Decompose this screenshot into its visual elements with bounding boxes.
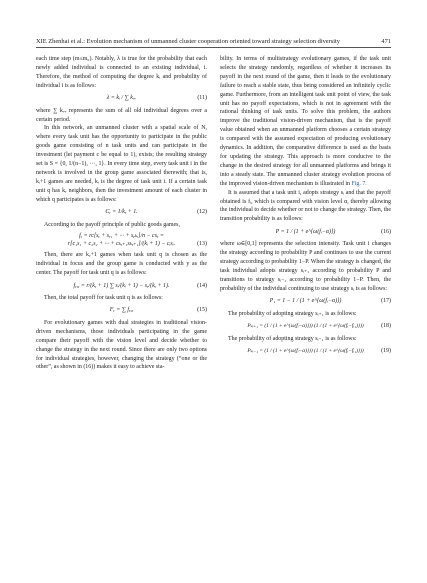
- left-column: [36, 55, 207, 372]
- equation-number: (18): [381, 323, 391, 330]
- equation-18: Pₛᵢ₊₁ = (1 / (1 + e^{ω(fᵢ−α)})) (1 / (1 + e^{ω(fᵢ−fᵢ₁)})) (18): [247, 323, 391, 330]
- paragraph: bility. In terms of multistrategy evolutionary games, if the task unit selects the strategy randomly, regardless of whether it increases its payoff in the next round of the game, then it leads to the evolutionary failure to reach a stable state, thus being considered an infinitely cyclic game. Furthermore, from an intelligent task unit point of view, the task unit has no payoff expectations, which is not in agreement with the rational thinking of task units. To solve this problem, the authors improve the traditional vision-driven mechanism, that is the payoff value obtained when an unmanned platform chooses a certain strategy is compared with the assumed expectation of producing evolutionary dynamics. In addition, the comparative difference is used as the basis for updating the strategy. This approach is more conducive to the change in the desired strategy for all unmanned platforms and brings it into a steady state. The unmanned cluster strategy evolution process of the improved vision-driven mechanism is illustrated in Fig. 7.: [220, 56, 391, 187]
- equation-11: λ = kᵢ / ∑ kᵥᵥ (11): [106, 95, 207, 102]
- equation-number: (12): [197, 209, 207, 216]
- paragraph: It is assumed that a task unit i, adopts strategy sᵢ and that the payoff obtained is fᵢ, which is compared with vision level α, thereby allowing the individual to decide whether or not to change the strategy. Then, the transition probability is as follows:: [220, 189, 391, 223]
- paragraph: In this network, an unmanned cluster with a spatial scale of N, where every task unit has the opportunity to participate in the public goods game consisting of n task units and can participate in the investment (let payment c be equal to 1), exists; the resulting strategy set is S = {0, 1/(n−1), ···, 1}. In every time step, every task unit i in the network is involved in the group game associated therewith; that is, kᵢ+1 games are needed, kᵢ is the degree of task unit i. If a certain task unit q has kᵧ neighbors, then the investment amount of each cluster in which q participates is as follows:: [36, 125, 207, 203]
- paragraph: Then, there are kᵧ+1 games when task unit q is chosen as the individual in focus and the group game is conducted with y as the center. The payoff for task unit q is as follows:: [36, 252, 207, 277]
- paragraph: According to the payoff principle of public goods games,: [44, 221, 180, 228]
- equation-number: (15): [197, 307, 207, 314]
- paragraph: The probability of adopting strategy sᵢ₋₁ is as follows:: [228, 335, 357, 342]
- paragraph: each time step (m≤m₀). Notably, λ is true for the probability that each newly added individual is connected to an existing individual, i. Therefore, the method of computing the degree kᵢ and probability of individual i is as follows:: [36, 56, 207, 89]
- paragraph: Then, the total payoff for task unit q is as follows:: [44, 295, 163, 302]
- equation-number: (13): [197, 241, 207, 248]
- running-title: XIE Zhenhai et al.: Evolution mechanism of unmanned cluster cooperation oriented toward strategy selection diversity: [36, 38, 340, 45]
- equation-17: P₁ = 1 − 1 / (1 + e^{ω(fᵢ−α)}) (17): [269, 298, 391, 305]
- page-number: 471: [381, 38, 391, 45]
- equation-19: Pₛᵢ₋₁ = (1 / (1 + e^{ω(fᵢ−α)})) (1 / (1 + e^{ω(fᵢ−fᵢ₁)})) (19): [247, 348, 391, 355]
- equation-15: Fᵧ = ∑ fᵧ,ᵧ (15): [109, 307, 207, 314]
- figure-link[interactable]: Fig. 7.: [351, 180, 367, 187]
- equation-16: P = 1 / (1 + e^{ω(fᵢ−α)}) (16): [275, 228, 391, 235]
- equation-number: (17): [381, 298, 391, 305]
- paragraph: where ∑ kᵥᵥ represents the sum of all old individual degrees over a certain period.: [36, 107, 207, 123]
- equation-number: (11): [197, 95, 207, 102]
- equation-number: (14): [197, 282, 207, 289]
- right-column: [220, 55, 391, 359]
- paragraph: where ω∈[0,1] represents the selection intensity. Task unit i changes the strategy according to probability P and continues to use the current strategy according to probability 1−P. When the strategy is changed, the task individual adopts strategy sᵢ₊₁ according to probability P and transitions to strategy sᵢ₋₁ according to probability 1−P. Then, the probability of the individual continuing to use strategy sᵢ is as follows:: [220, 241, 391, 292]
- equation-12: Cᵧ = 1/kᵧ + 1. (12): [105, 209, 207, 216]
- equation-14: fᵧ,ᵧ = r/(kᵧ + 1) ∑ sᵢ/(kᵢ + 1) − sᵧ/(kᵧ + 1). (14): [73, 282, 207, 289]
- page-header: [36, 38, 391, 48]
- paragraph: The probability of adopting strategy sᵢ₊₁ is as follows:: [228, 310, 357, 317]
- equation-number: (16): [381, 228, 391, 235]
- equation-13: fᵧ = rc[sᵧ + sᵧ₁ + ··· + sᵧₖᵧ]/n − csᵧ = r[c₁s₁ + c₂s₂ + ··· + cₖᵧ₊₁sₖᵧ₊₁]/(kᵢ + 1) − cᵢsᵢ. (13): [67, 232, 207, 248]
- equation-number: (19): [381, 348, 391, 355]
- paragraph: For evolutionary games with dual strategies in traditional vision-driven mechanisms, those individuals participating in the game compare their payoff with the vision level and decide whether to change the strategy in the next round. Since there are only two options for individual strategies, however, changing the strategy (“one or the other”, as shown in (16)) makes it easy to achieve sta-: [36, 319, 207, 371]
